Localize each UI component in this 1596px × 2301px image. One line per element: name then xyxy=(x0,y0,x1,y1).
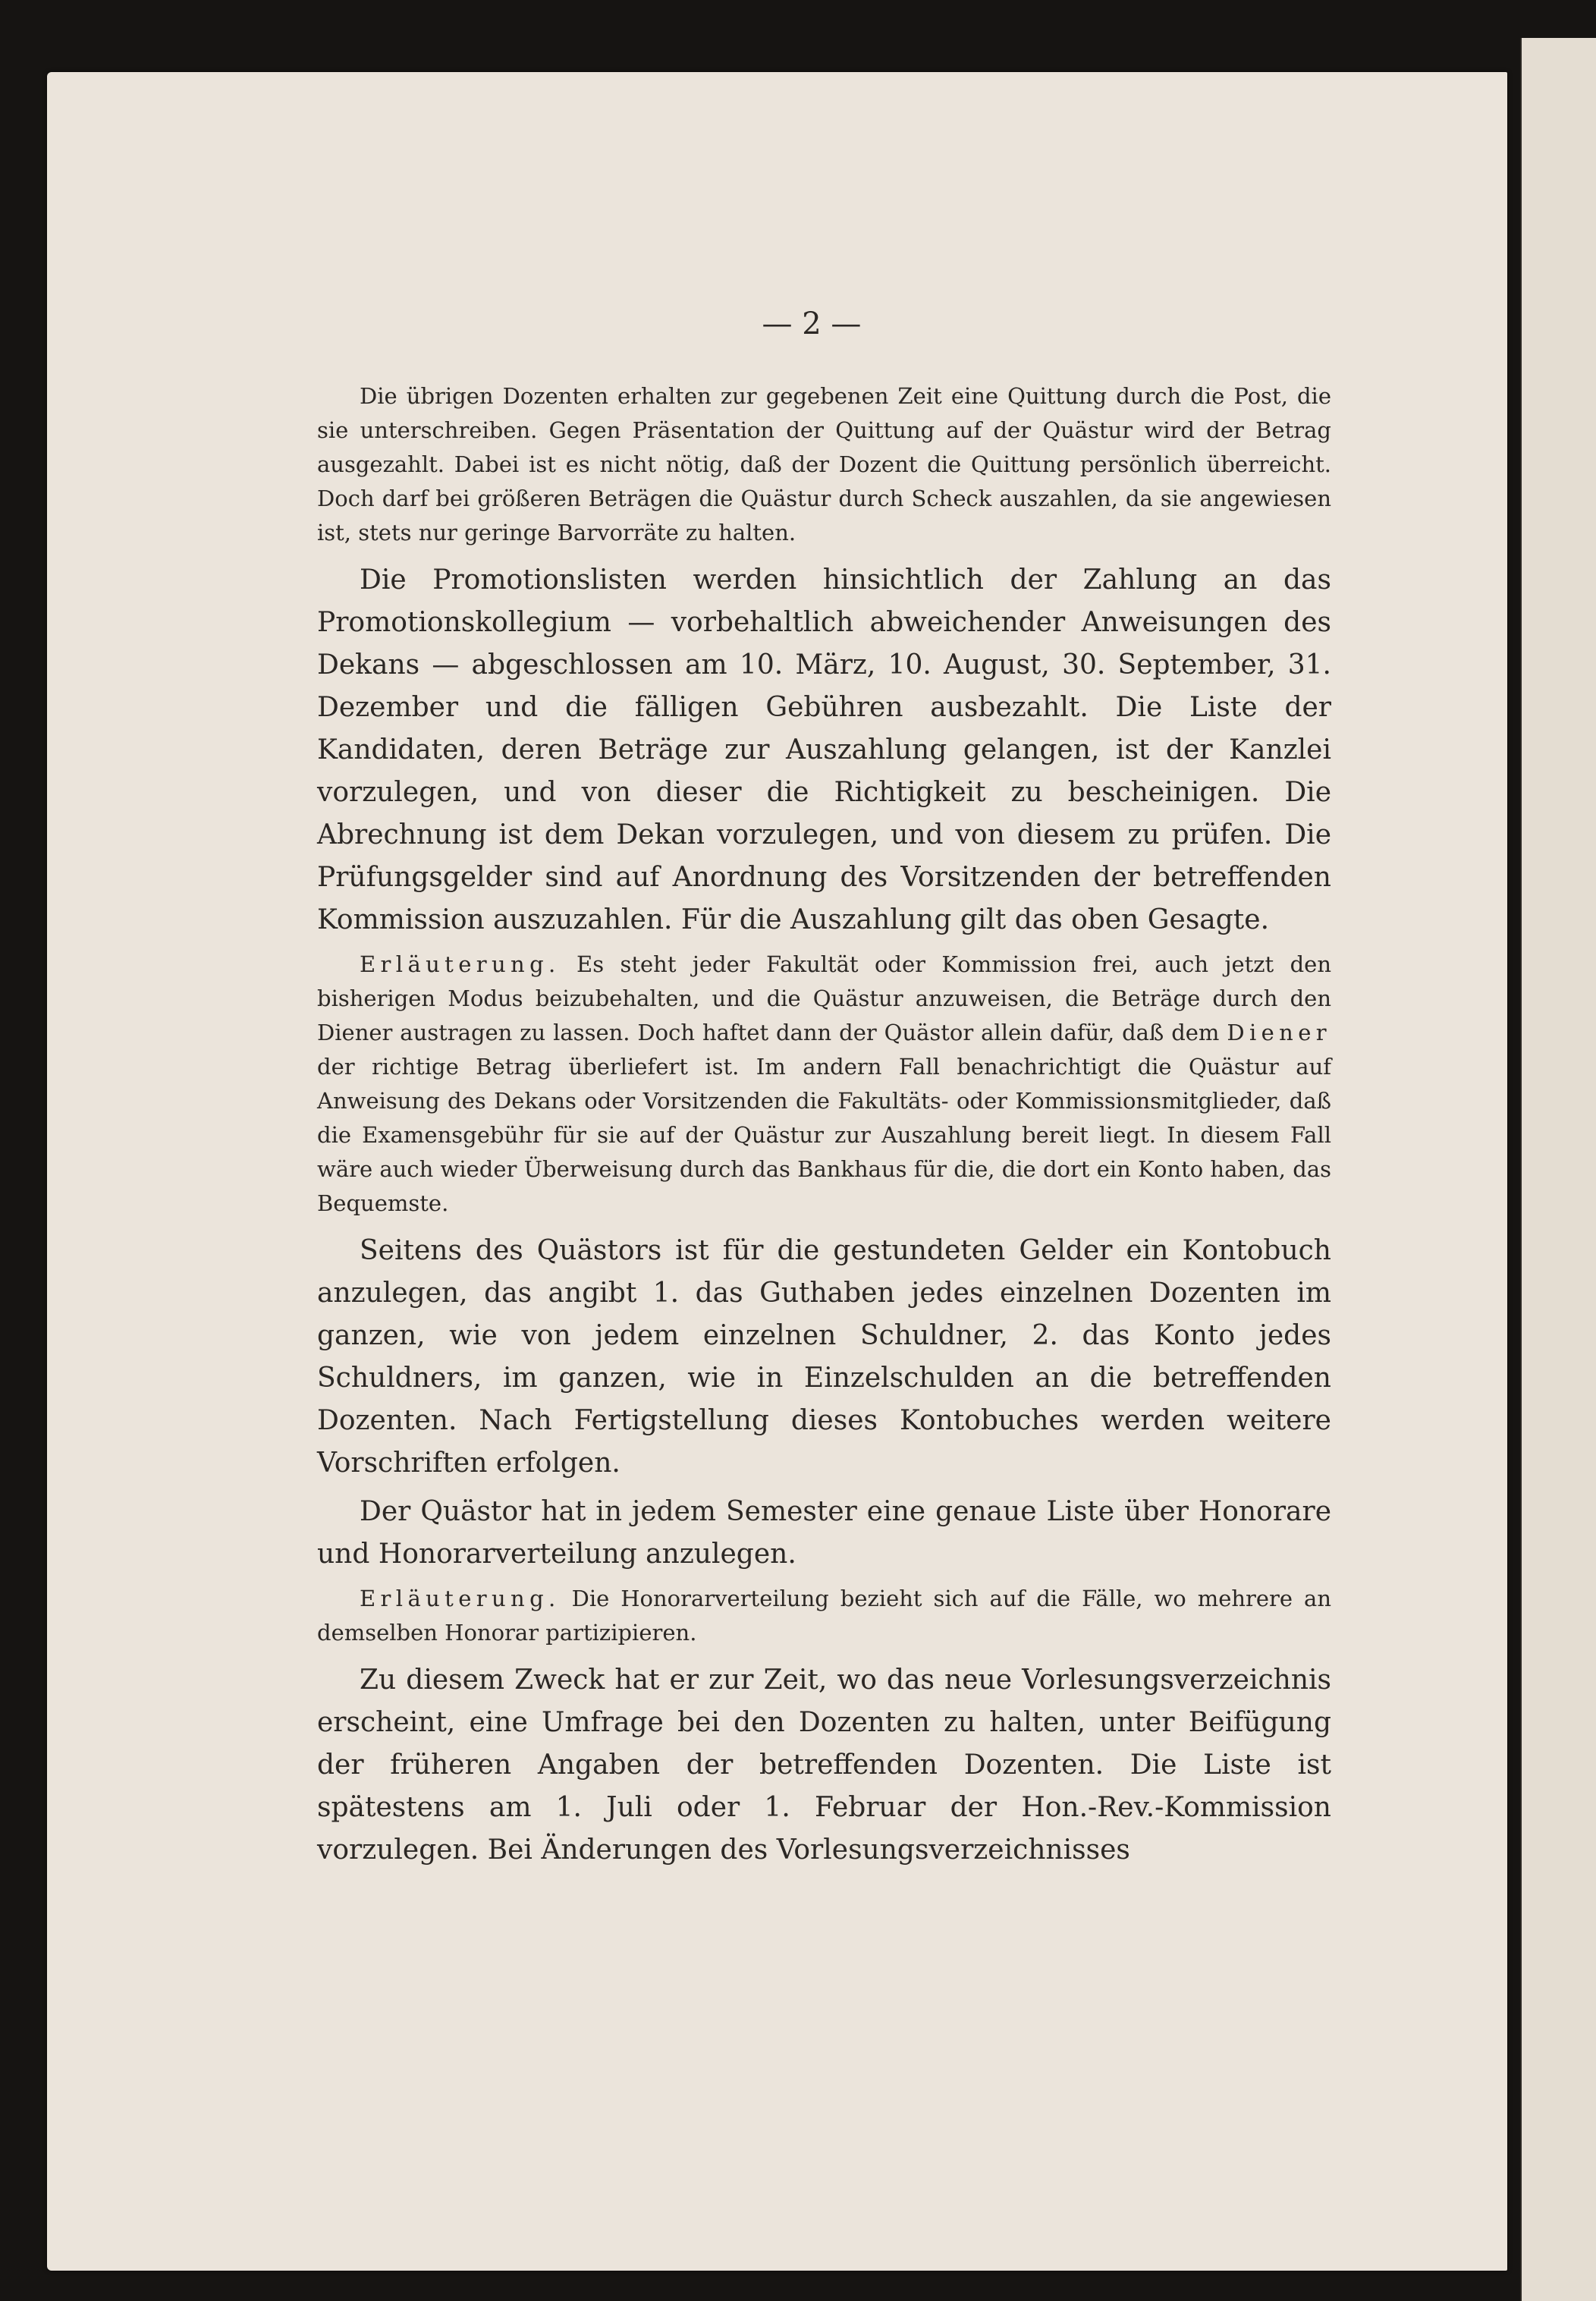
paragraph-quittung: Die übrigen Dozenten erhalten zur gegebenen Zeit eine Quittung durch die Post, die sie unterschreiben. Gegen Präsentation der Quittung auf der Quästur wird der Betrag ausgezahlt. Dabei ist es nicht nötig, daß der Dozent die Quittung persönlich überreicht. Doch darf bei größeren Beträgen die Quästur durch Scheck auszahlen, da sie angewiesen ist, stets nur geringe Barvorräte zu halten. xyxy=(317,383,1331,545)
paragraph-kontobuch: Seitens des Quästors ist für die gestundeten Gelder ein Kontobuch anzulegen, das angibt 1. das Guthaben jedes einzelnen Dozenten im ganzen, wie von jedem einzelnen Schuldner, 2. das Konto jedes Schuldners, im ganzen, wie in Einzelschulden an die betreffenden Dozenten. Nach Fertigstellung dieses Kontobuches werden weitere Vorschriften erfolgen. xyxy=(317,1235,1331,1479)
note-label: Erläuterung. xyxy=(360,951,561,977)
note-text: Die Honorarverteilung bezieht sich auf die Fälle, wo mehrere an demselben Honorar partizipieren. xyxy=(317,1586,1331,1646)
note-emphasis-diener: Diener xyxy=(1227,1020,1331,1045)
paragraph-promotionslisten: Die Promotionslisten werden hinsichtlich der Zahlung an das Promotionskollegium — vorbehaltlich abweichender Anweisungen des Dekans — abgeschlossen am 10. März, 10. August, 30. September, 31. Dezember und die fälligen Gebühren ausbezahlt. Die Liste der Kandidaten, deren Beträge zur Auszahlung gelangen, ist der Kanzlei vorzulegen, und von dieser die Richtigkeit zu bescheinigen. Die Abrechnung ist dem Dekan vorzulegen, und von diesem zu prüfen. Die Prüfungsgelder sind auf Anordnung des Vorsitzenden der betreffenden Kommission auszuzahlen. Für die Auszahlung gilt das oben Gesagte. xyxy=(317,564,1331,935)
paragraph-honorare: Der Quästor hat in jedem Semester eine genaue Liste über Honorare und Honorarverteilung anzulegen. xyxy=(317,1496,1331,1570)
body-text xyxy=(317,379,1331,1872)
page-number: — 2 — xyxy=(762,306,862,341)
note-erlaeuterung-1 xyxy=(317,948,1331,1221)
note-text: Es steht jeder Fakultät oder Kommission frei, auch jetzt den bisherigen Modus beizubehalten, und die Quästur anzuweisen, die Beträge durch den Diener austragen zu lassen. Doch haftet dann der Quästor allein dafür, daß dem xyxy=(317,951,1332,1045)
note-text: der richtige Betrag überliefert ist. Im andern Fall benachrichtigt die Quästur auf Anweisung des Dekans oder Vorsitzenden die Fakultäts- oder Kommissionsmitglieder, daß die Examensgebühr für sie auf der Quästur zur Auszahlung bereit liegt. In diesem Fall wäre auch wieder Überweisung durch das Bankhaus für die, die dort ein Konto haben, das Bequemste. xyxy=(317,1054,1331,1216)
note-erlaeuterung-2 xyxy=(317,1582,1331,1650)
adjacent-page-edge xyxy=(1520,38,1596,2301)
paragraph-umfrage: Zu diesem Zweck hat er zur Zeit, wo das neue Vorlesungsverzeichnis erscheint, eine Umfrage bei den Dozenten zu halten, unter Beifügung der früheren Angaben der betreffenden Dozenten. Die Liste ist spätestens am 1. Juli oder 1. Februar der Hon.-Rev.-Kommission vorzulegen. Bei Änderungen des Vorlesungsverzeichnisses xyxy=(317,1664,1331,1866)
note-label: Erläuterung. xyxy=(360,1586,561,1611)
